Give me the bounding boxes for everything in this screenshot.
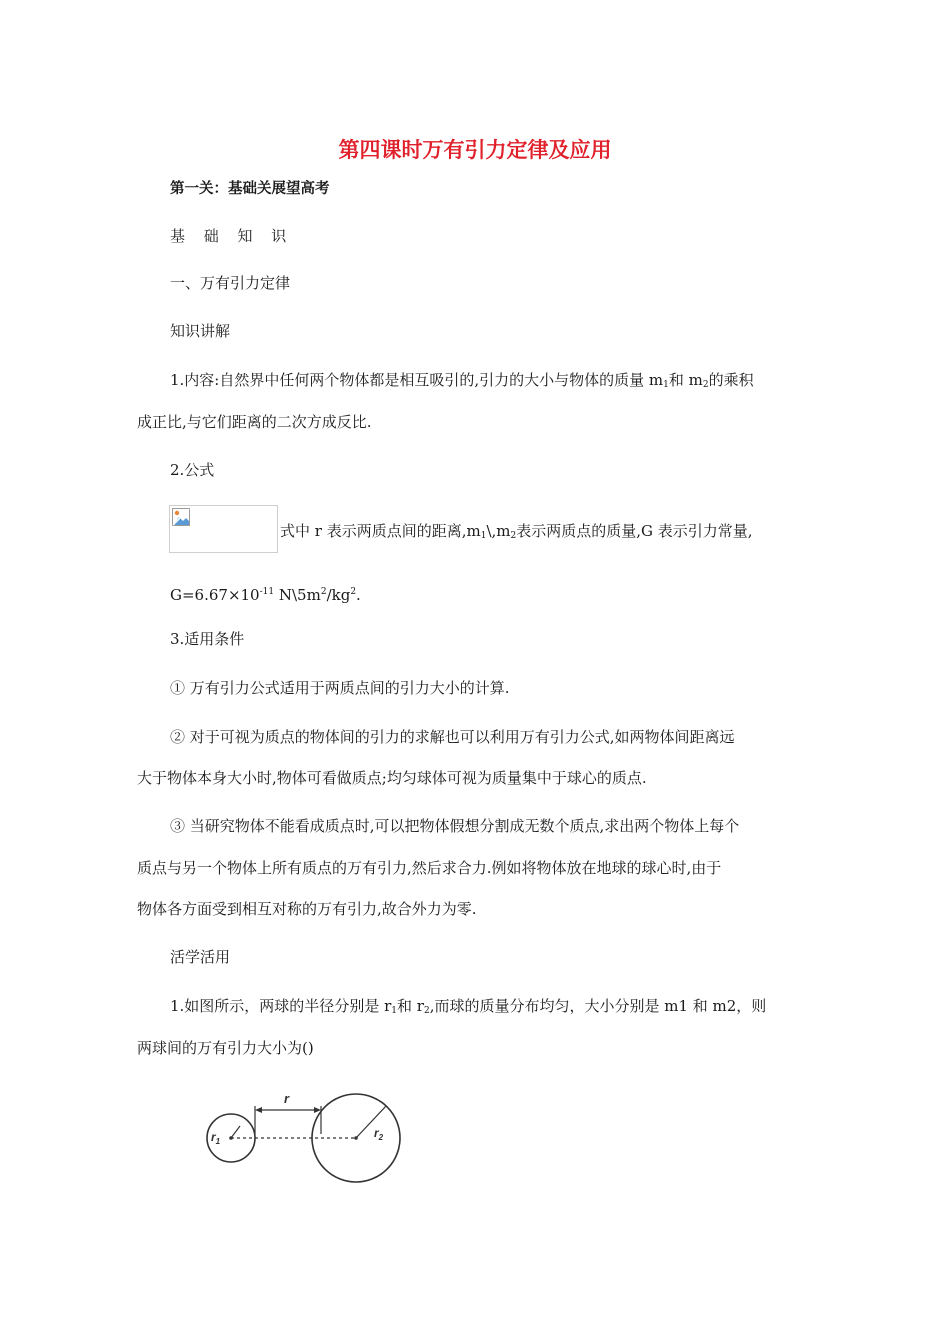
q1-text-b: 和 r [397,997,424,1015]
gconst-b: N\5m [274,586,321,604]
condition-3-line1: ③ 当研究物体不能看成质点时,可以把物体假想分割成无数个质点,求出两个物体上每个 [170,817,740,835]
subscript: 1 [391,1006,397,1016]
subscript: 2 [510,531,517,541]
subscript: 1 [663,380,669,390]
formula-desc-a: 式中 r 表示两质点间的距离,m [280,522,481,540]
label-r1-main: r [211,1130,216,1144]
condition-3-line2: 质点与另一个物体上所有质点的万有引力,然后求合力.例如将物体放在地球的球心时,由于 [137,859,722,877]
section-heading: 第一关：基础关展望高考 [170,181,330,197]
label-r2 [374,1126,384,1142]
condition-1: ① 万有引力公式适用于两质点间的引力大小的计算. [170,679,510,697]
gravitational-constant [170,581,361,606]
label-r: r [284,1091,290,1106]
condition-2-line1: ② 对于可视为质点的物体间的引力的求解也可以利用万有引力公式,如两物体间距离远 [170,728,735,746]
label-r1 [211,1130,221,1146]
condition-3-line3: 物体各方面受到相互对称的万有引力,故合外力为零. [137,900,477,918]
content-text-c: 的乘积 [708,371,754,389]
formula-heading: 2.公式 [170,461,215,479]
superscript: 2 [320,587,327,597]
condition-2-line2: 大于物体本身大小时,物体可看做质点;均匀球体可视为质量集中于球心的质点. [137,769,647,787]
formula-description [280,520,753,547]
gconst-d: . [356,586,361,604]
label-r2-sub: 2 [378,1133,384,1142]
subscript: 1 [480,531,487,541]
conditions-heading: 3.适用条件 [170,630,245,648]
gconst-c: /kg [326,586,351,604]
two-spheres-diagram [200,1088,420,1188]
question-1-line2: 两球间的万有引力大小为() [137,1039,314,1057]
content-paragraph-line2: 成正比,与它们距离的二次方成反比. [137,413,372,431]
gconst-a: G=6.67×10 [170,586,260,604]
superscript: 2 [350,587,357,597]
arrow-head-left [255,1107,262,1113]
content-text-b: 和 m [668,371,703,389]
content-text-a: 1.内容:自然界中任何两个物体都是相互吸引的,引力的大小与物体的质量 m [170,371,664,389]
subscript: 2 [423,1006,430,1016]
label-r2-main: r [374,1126,379,1140]
knowledge-explain-label: 知识讲解 [170,322,231,340]
apply-heading: 活学活用 [170,948,231,966]
page-title: 第四课时万有引力定律及应用 [338,138,612,162]
law-heading: 一、万有引力定律 [170,274,291,292]
superscript: -11 [259,587,275,597]
content-paragraph-line1 [170,369,754,396]
formula-desc-c: 表示两质点的质量,G 表示引力常量, [516,522,753,540]
broken-image-icon [172,508,190,526]
label-r1-sub: 1 [215,1137,221,1146]
q1-text-c: ,而球的质量分布均匀，大小分别是 m1 和 m2，则 [429,997,767,1015]
radius-line-r1 [231,1126,240,1138]
subscript: 2 [702,380,709,390]
basic-knowledge-label: 基 础 知 识 [170,227,294,245]
formula-desc-b: \,m [486,522,511,540]
q1-text-a: 1.如图所示，两球的半径分别是 r [170,997,392,1015]
formula-image-placeholder [169,505,278,553]
question-1-line1 [170,995,766,1022]
